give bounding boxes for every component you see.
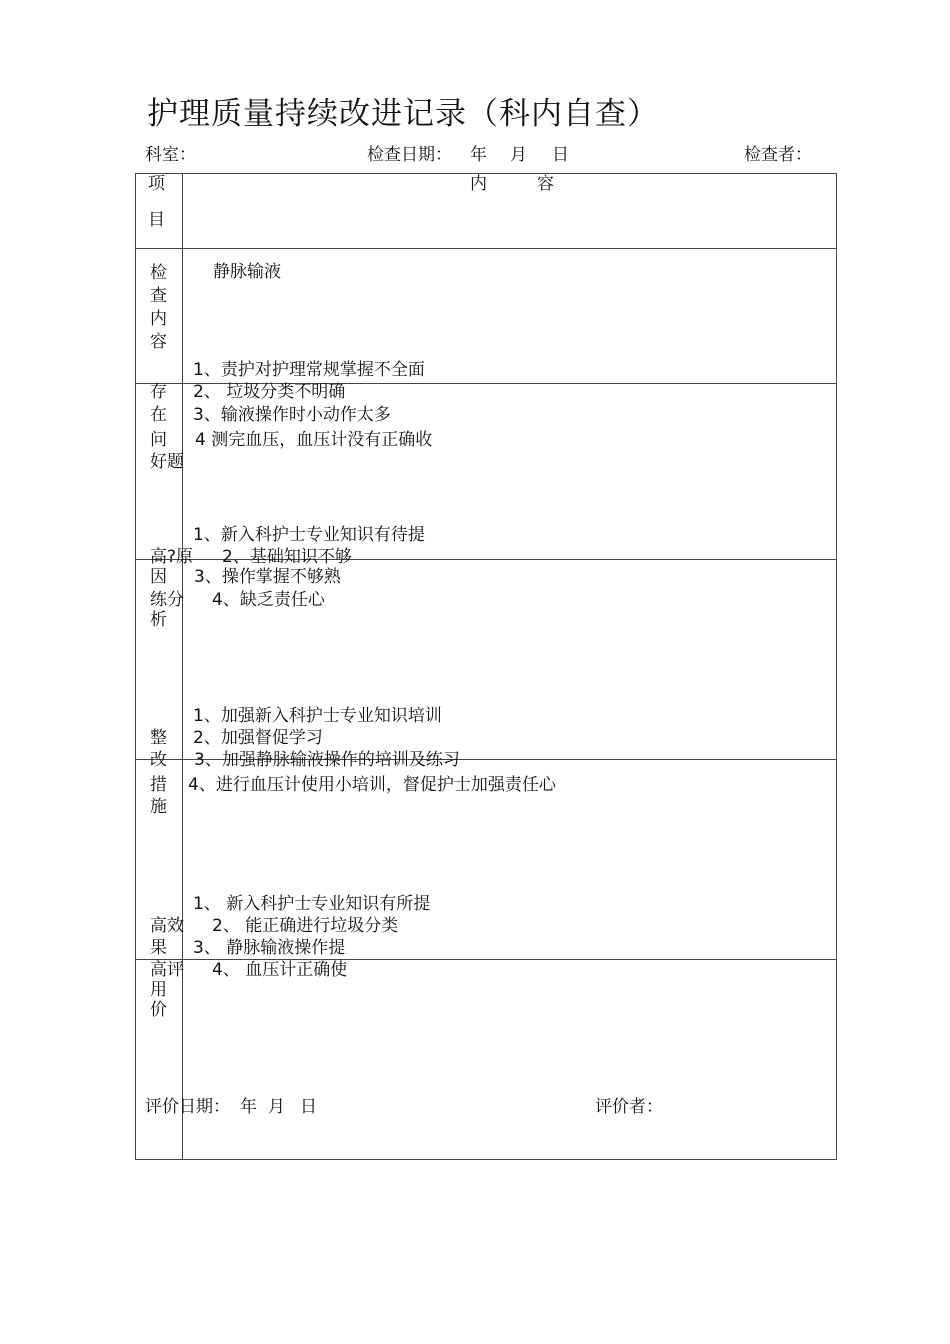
table-border-right: [836, 173, 837, 1160]
cause-item-3: 3、操作掌握不够熟: [194, 567, 341, 587]
problems-label-4: 好题: [150, 452, 184, 472]
problem-item-4: 4 测完血压，血压计没有正确收: [195, 430, 433, 450]
eval-date-month: 月: [268, 1097, 285, 1117]
effect-label-4: 用: [150, 980, 167, 1000]
problems-label-3: 问: [150, 430, 167, 450]
causes-label-3: 练分: [150, 590, 184, 610]
cause-item-2: 2、基础知识不够: [222, 547, 352, 567]
problem-item-3: 3、输液操作时小动作太多: [193, 405, 391, 425]
cause-item-4: 4、缺乏责任心: [212, 590, 325, 610]
problems-label-1: 存: [150, 382, 167, 402]
measure-item-4: 4、进行血压计使用小培训，督促护士加强责任心: [188, 775, 556, 795]
measures-label-1: 整: [150, 728, 167, 748]
measures-label-3: 措: [150, 775, 167, 795]
measure-item-1: 1、加强新入科护士专业知识培训: [193, 706, 442, 726]
check-content-label: 检 查 内 容: [150, 263, 167, 352]
causes-label-2: 因: [150, 567, 167, 587]
effect-label-2: 果: [150, 938, 167, 958]
row-divider-1: [135, 248, 837, 249]
effect-item-4: 4、 血压计正确使: [212, 960, 348, 980]
check-date-month: 月: [510, 145, 527, 165]
department-label: 科室：: [145, 145, 196, 165]
measure-item-3: 3、加强静脉输液操作的培训及练习: [194, 750, 460, 770]
effect-label-5: 价: [150, 1000, 167, 1020]
evaluator-label: 评价者：: [595, 1097, 663, 1117]
effect-label-1: 高效: [150, 916, 184, 936]
measure-item-2: 2、加强督促学习: [193, 728, 323, 748]
effect-item-3: 3、 静脉输液操作提: [193, 938, 346, 958]
causes-label-1: 高?原: [150, 547, 194, 567]
check-content-text: 静脉输液: [213, 262, 281, 282]
problem-item-2: 2、 垃圾分类不明确: [193, 382, 346, 402]
header-item-label-2: 目: [148, 210, 165, 230]
eval-date-day: 日: [300, 1097, 317, 1117]
effect-item-2: 2、 能正确进行垃圾分类: [212, 916, 399, 936]
effect-item-1: 1、 新入科护士专业知识有所提: [193, 894, 431, 914]
effect-label-3: 高评: [150, 960, 184, 980]
measures-label-2: 改: [150, 750, 167, 770]
eval-date-label: 评价日期：: [145, 1097, 230, 1117]
page-title: 护理质量持续改进记录（科内自查）: [147, 96, 659, 132]
inspector-label: 检查者：: [744, 145, 812, 165]
table-border-bottom: [135, 1159, 837, 1160]
check-date-day: 日: [552, 145, 569, 165]
header-content-label-1: 内: [470, 174, 487, 194]
causes-label-4: 析: [150, 610, 167, 630]
measures-label-4: 施: [150, 797, 167, 817]
check-date-label: 检查日期：: [367, 145, 452, 165]
check-date-year: 年: [470, 145, 487, 165]
cause-item-1: 1、新入科护士专业知识有待提: [193, 525, 425, 545]
eval-date-year: 年: [240, 1097, 257, 1117]
problem-item-1: 1、责护对护理常规掌握不全面: [193, 360, 425, 380]
problems-label-2: 在: [150, 405, 167, 425]
header-item-label-1: 项: [148, 174, 165, 194]
table-border-left: [135, 173, 136, 1160]
header-content-label-2: 容: [537, 174, 554, 194]
table-column-divider: [182, 173, 183, 1160]
